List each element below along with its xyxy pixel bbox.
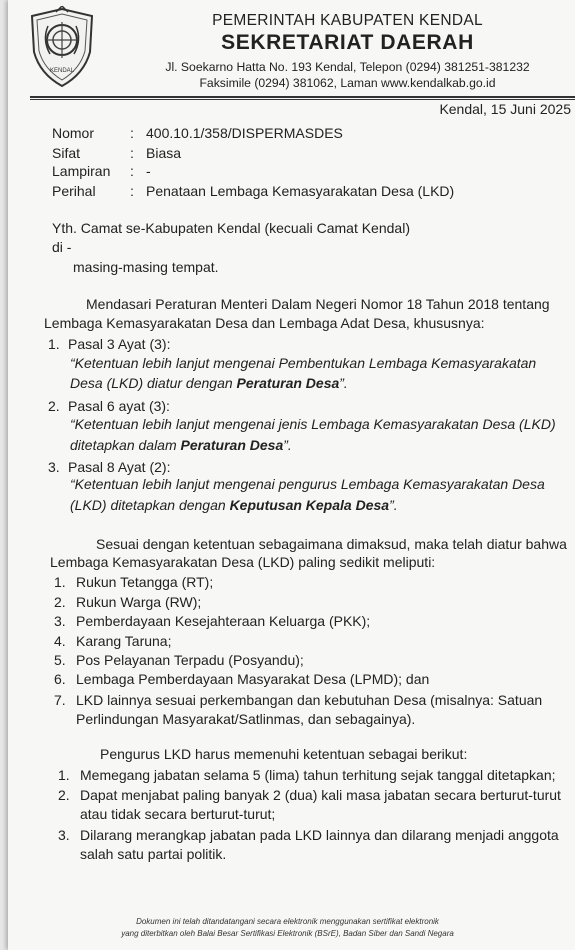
nomor-value: 400.10.1/358/DISPERMASDES xyxy=(146,125,343,141)
recipient-place: masing-masing tempat. xyxy=(73,259,219,275)
lkd-5-num: 5. xyxy=(54,652,66,668)
header-address: Jl. Soekarno Hatta No. 193 Kendal, Telepon (0294) 381251-381232 xyxy=(165,60,530,74)
lkd-7-num: 7. xyxy=(54,692,66,708)
lkd-4-num: 4. xyxy=(54,633,66,649)
footer-esign-line2: yang diterbitkan oleh Balai Besar Sertifikasi Elektronik (BSrE), Badan Siber dan Sandi Negara xyxy=(121,929,454,938)
lampiran-label: Lampiran xyxy=(52,163,111,179)
header-rule-thin xyxy=(30,99,575,100)
pasal-3-quote-line2 xyxy=(70,497,398,513)
rule-3-text-cont: salah satu partai politik. xyxy=(80,846,227,862)
pasal-2-quote-end: ”. xyxy=(283,437,292,453)
kendal-coat-of-arms-logo xyxy=(28,6,96,88)
pasal-3-quote-end: ”. xyxy=(389,497,398,513)
rule-3-text: Dilarang merangkap jabatan pada LKD lainnya dan dilarang menjadi anggota xyxy=(80,827,559,843)
pasal-1-quote-end: ”. xyxy=(339,375,348,391)
lkd-7-text-cont: Perlindungan Masyarakat/Satlinmas, dan sebagainya). xyxy=(76,711,416,727)
pasal-1-quote-text: Desa (LKD) diatur dengan xyxy=(70,375,237,391)
pasal-2-quote-line1: “Ketentuan lebih lanjut mengenai jenis Lembaga Kemasyarakatan Desa (LKD) xyxy=(70,416,556,432)
perihal-sep: : xyxy=(130,183,134,199)
pasal-1-num: 1. xyxy=(48,336,60,352)
lampiran-sep: : xyxy=(130,163,134,179)
pasal-3-quote-bold: Keputusan Kepala Desa xyxy=(229,497,390,513)
rule-1-num: 1. xyxy=(58,767,70,783)
rule-2-text: Dapat menjabat paling banyak 2 (dua) kali masa jabatan secara berturut-turut xyxy=(80,787,561,803)
header-government: PEMERINTAH KABUPATEN KENDAL xyxy=(212,12,483,29)
recipient-line: Yth. Camat se-Kabupaten Kendal (kecuali Camat Kendal) xyxy=(52,220,410,236)
lkd-7-text: LKD lainnya sesuai perkembangan dan kebutuhan Desa (misalnya: Satuan xyxy=(76,692,543,708)
pasal-3-num: 3. xyxy=(48,459,60,475)
para2-line2: Lembaga Kemasyarakatan Desa (LKD) paling sedikit meliputi: xyxy=(50,554,436,570)
pasal-3-quote-line1: “Ketentuan lebih lanjut mengenai pengurus Lembaga Kemasyarakatan Desa xyxy=(70,476,545,492)
perihal-label: Perihal xyxy=(52,183,96,199)
lkd-6-num: 6. xyxy=(54,671,66,687)
lkd-4-text: Karang Taruna; xyxy=(76,633,172,649)
rule-2-num: 2. xyxy=(58,787,70,803)
lampiran-value: - xyxy=(146,163,151,179)
header-contact: Faksimile (0294) 381062, Laman www.kendalkab.go.id xyxy=(199,76,496,90)
recipient-di: di - xyxy=(52,239,72,255)
para1-line2: Lembaga Kemasyarakatan Desa dan Lembaga Adat Desa, khususnya: xyxy=(44,315,485,331)
nomor-sep: : xyxy=(130,125,134,141)
footer-esign-line1: Dokumen ini telah ditandatangani secara elektronik menggunakan sertifikat elektronik xyxy=(136,917,439,926)
sifat-value: Biasa xyxy=(146,145,182,161)
letter-date: Kendal, 15 Juni 2025 xyxy=(439,101,571,117)
lkd-2-num: 2. xyxy=(54,594,66,610)
lkd-6-text: Lembaga Pemberdayaan Masyarakat Desa (LPMD); dan xyxy=(76,671,430,687)
lkd-1-text: Rukun Tetangga (RT); xyxy=(76,574,214,590)
rule-3-num: 3. xyxy=(58,827,70,843)
nomor-label: Nomor xyxy=(52,125,95,141)
para3: Pengurus LKD harus memenuhi ketentuan sebagai berikut: xyxy=(100,746,468,762)
logo-label: KENDAL xyxy=(49,68,75,74)
header-office: SEKRETARIAT DAERAH xyxy=(221,31,474,54)
pasal-2-num: 2. xyxy=(48,398,60,414)
pasal-2-quote-bold: Peraturan Desa xyxy=(180,437,284,453)
para2-line1: Sesuai dengan ketentuan sebagaimana dimaksud, maka telah diatur bahwa xyxy=(96,536,567,552)
pasal-3-quote-text: (LKD) ditetapkan dengan xyxy=(70,497,230,513)
pasal-2-title: Pasal 6 ayat (3): xyxy=(68,398,170,414)
pasal-2-quote-line2 xyxy=(70,437,292,453)
para1-line1: Mendasari Peraturan Menteri Dalam Negeri Nomor 18 Tahun 2018 tentang xyxy=(86,296,550,312)
pasal-1-quote-bold: Peraturan Desa xyxy=(236,375,340,391)
pasal-1-quote-line1: “Ketentuan lebih lanjut mengenai Pembentukan Lembaga Kemasyarakatan xyxy=(70,355,537,371)
lkd-5-text: Pos Pelayanan Terpadu (Posyandu); xyxy=(76,652,304,668)
perihal-value: Penataan Lembaga Kemasyarakatan Desa (LKD) xyxy=(146,183,455,199)
rule-1-text: Memegang jabatan selama 5 (lima) tahun terhitung sejak tanggal ditetapkan; xyxy=(80,767,556,783)
lkd-1-num: 1. xyxy=(54,574,66,590)
lkd-3-text: Pemberdayaan Kesejahteraan Keluarga (PKK); xyxy=(76,613,371,629)
lkd-3-num: 3. xyxy=(54,613,66,629)
lkd-2-text: Rukun Warga (RW); xyxy=(76,594,202,610)
pasal-1-quote-line2 xyxy=(70,375,348,391)
sifat-sep: : xyxy=(130,145,134,161)
pasal-1-title: Pasal 3 Ayat (3): xyxy=(68,336,171,352)
header-rule-thick xyxy=(30,96,575,98)
pasal-3-title: Pasal 8 Ayat (2): xyxy=(68,459,171,475)
pasal-2-quote-text: ditetapkan dalam xyxy=(70,437,181,453)
sifat-label: Sifat xyxy=(52,145,81,161)
rule-2-text-cont: atau tidak secara berturut-turut; xyxy=(80,806,276,822)
